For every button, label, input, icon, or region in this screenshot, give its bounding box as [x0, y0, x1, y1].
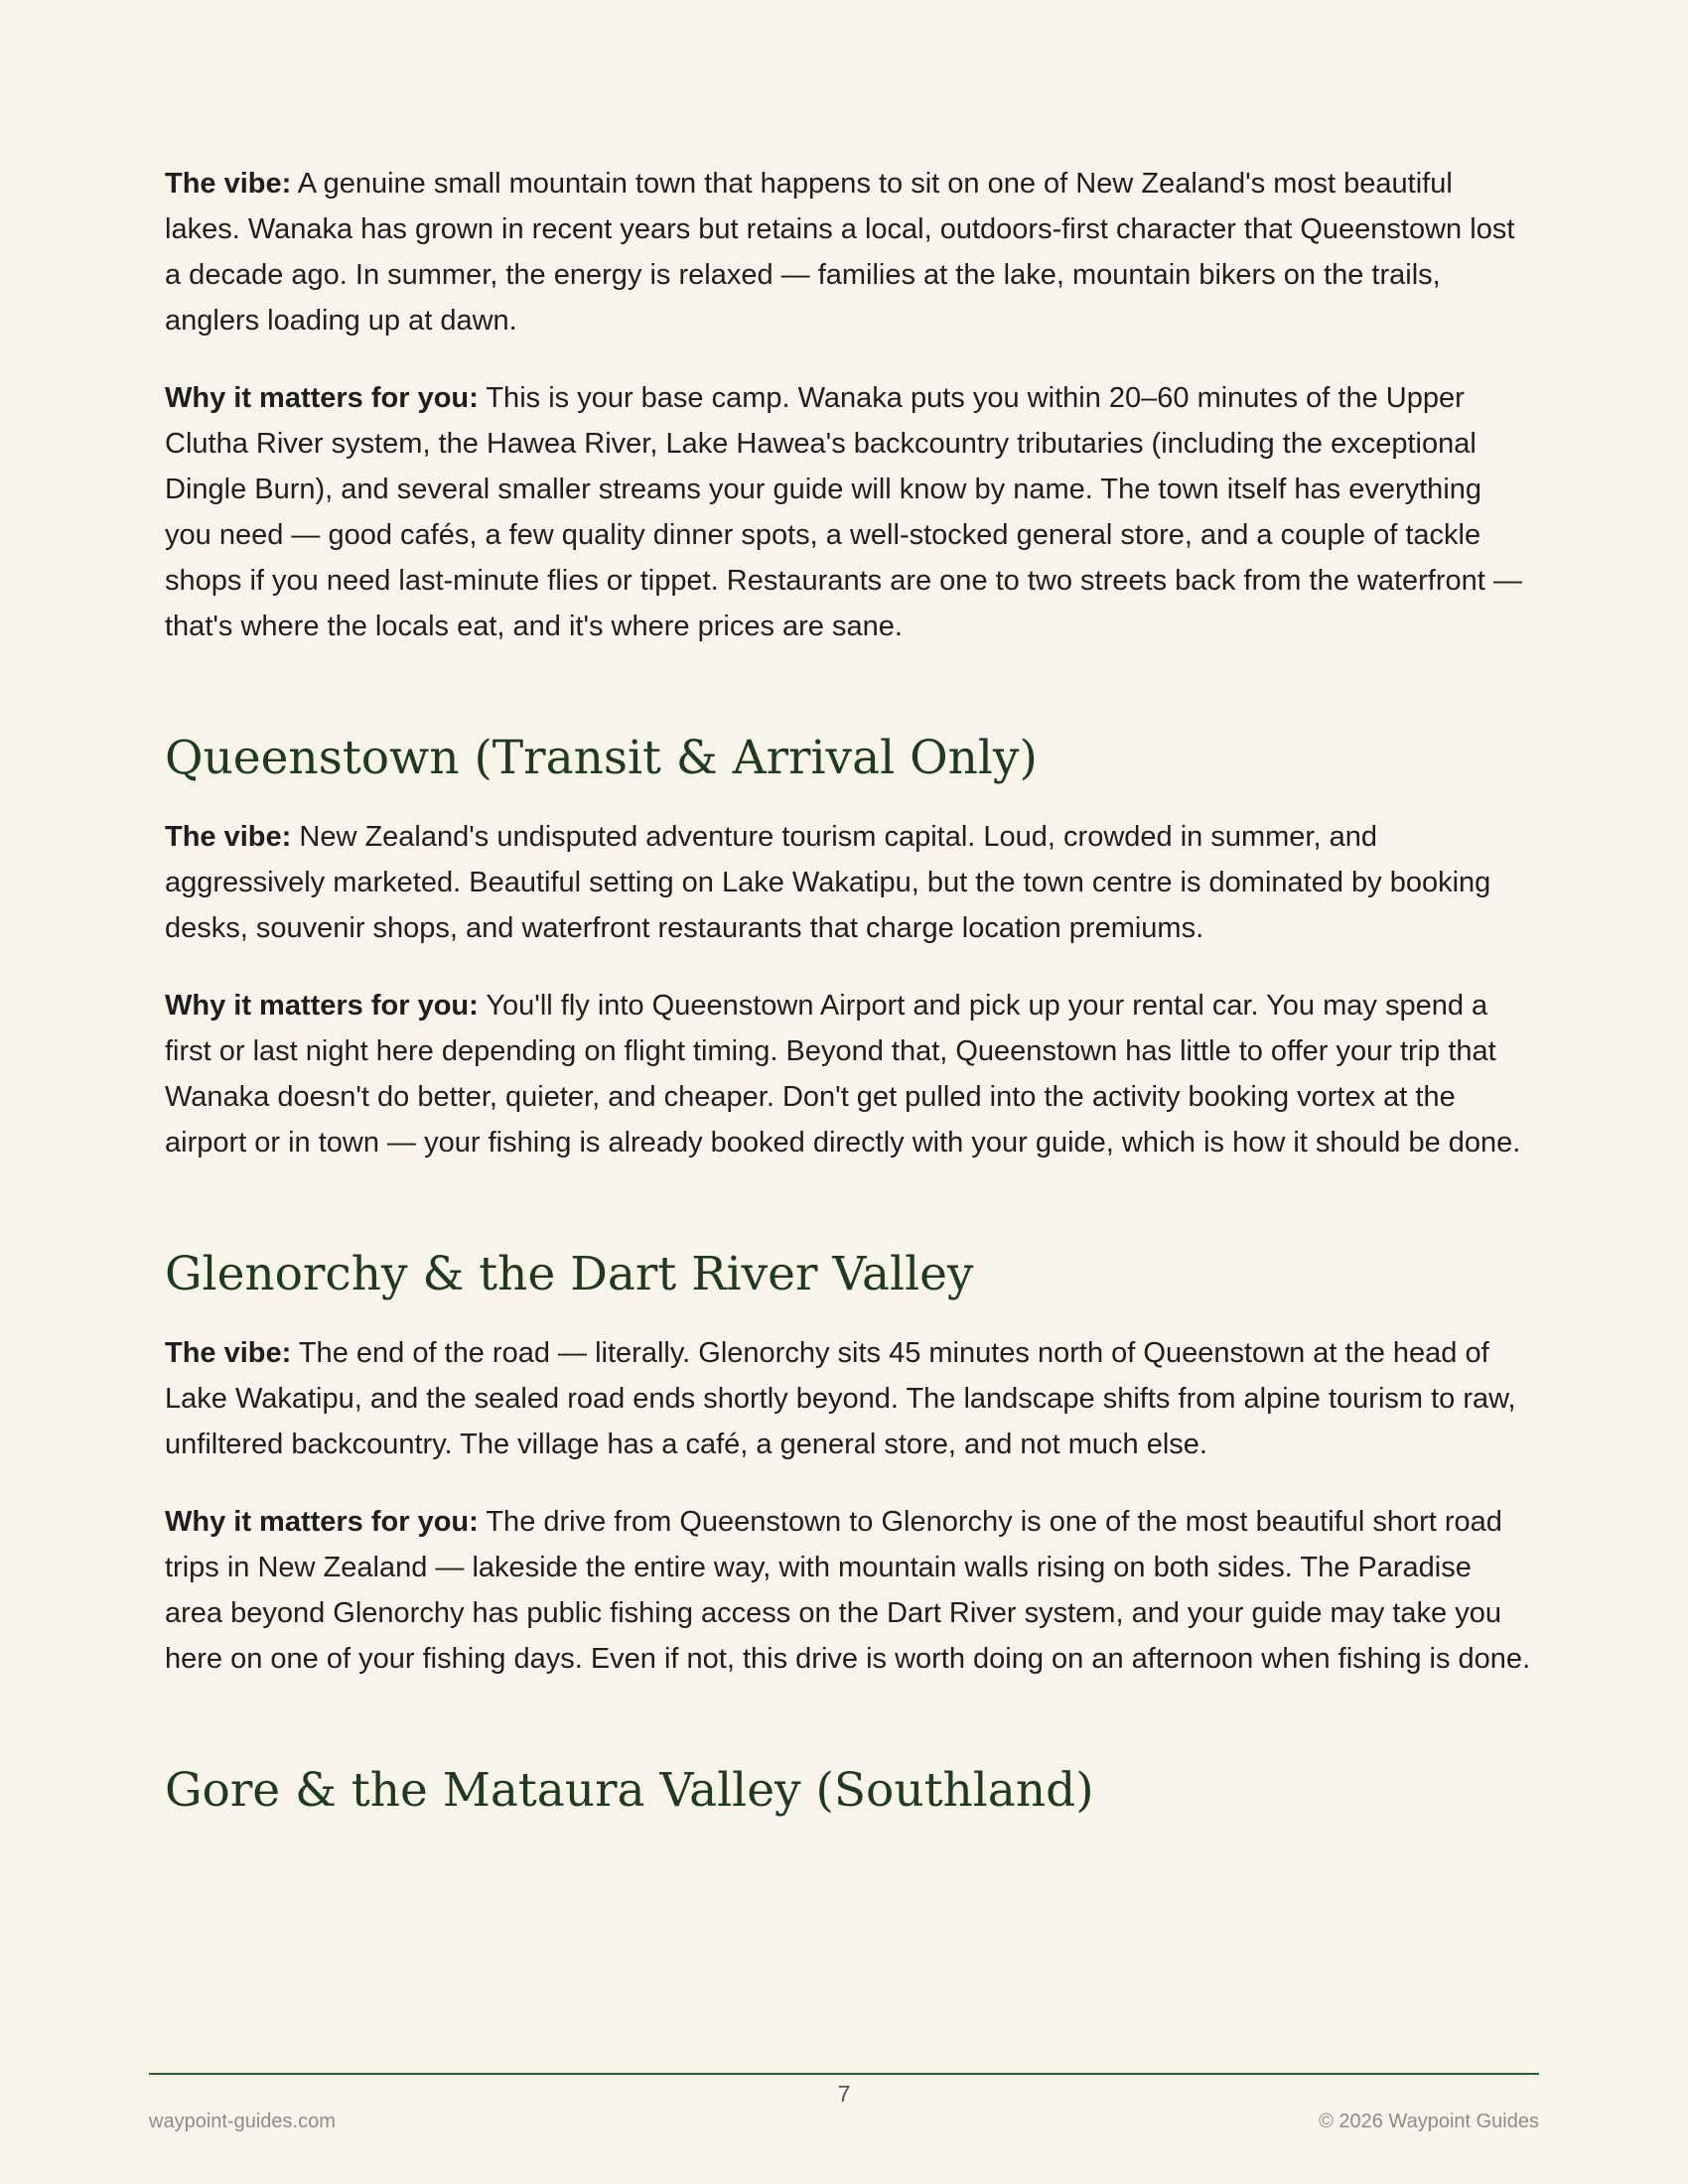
glenorchy-vibe-paragraph — [165, 1330, 1535, 1467]
paragraph-lead: The vibe: — [165, 1337, 292, 1369]
paragraph-lead: Why it matters for you: — [165, 990, 479, 1022]
page-content — [165, 161, 1535, 1846]
gore-heading: Gore & the Mataura Valley (Southland) — [165, 1763, 1094, 1818]
paragraph-text: The drive from Queenstown to Glenorchy is one of the most beautiful short road trips in New Zealand — lakeside the entire way, with mountain walls rising on both sides. The Paradise area beyond Glenorchy has public fishing access on the Dart River system, and your guide may take you here on one of your fishing days. Even if not, this drive is worth doing on an afternoon when fishing is done. — [165, 1506, 1531, 1675]
paragraph-text: This is your base camp. Wanaka puts you within 20–60 minutes of the Upper Clutha River system, the Hawea River, Lake Hawea's backcountry tributaries (including the exceptional Dingle Burn), and several smaller streams your guide will know by name. The town itself has everything you need — good cafés, a few quality dinner spots, a well-stocked general store, and a couple of tackle shops if you need last-minute flies or tippet. Restaurants are one to two streets back from the waterfront — that's where the locals eat, and it's where prices are sane. — [165, 382, 1522, 642]
paragraph-text: You'll fly into Queenstown Airport and pick up your rental car. You may spend a first or last night here depending on flight timing. Beyond that, Queenstown has little to offer your trip that Wanaka doesn't do better, quieter, and cheaper. Don't get pulled into the activity booking vortex at the airport or in town — your fishing is already booked directly with your guide, which is how it should be done. — [165, 990, 1521, 1159]
queenstown-why-paragraph — [165, 983, 1535, 1165]
wanaka-why-paragraph — [165, 375, 1535, 649]
glenorchy-heading: Glenorchy & the Dart River Valley — [165, 1247, 974, 1301]
paragraph-text: A genuine small mountain town that happens to sit on one of New Zealand's most beautiful lakes. Wanaka has grown in recent years but retains a local, outdoors-first character that Queenstown lost a decade ago. In summer, the energy is relaxed — families at the lake, mountain bikers on the trails, anglers loading up at dawn. — [165, 168, 1515, 337]
paragraph-text: New Zealand's undisputed adventure tourism capital. Loud, crowded in summer, and aggressively marketed. Beautiful setting on Lake Wakatipu, but the town centre is dominated by booking desks, souvenir shops, and waterfront restaurants that charge location premiums. — [165, 821, 1491, 944]
queenstown-heading: Queenstown (Transit & Arrival Only) — [165, 731, 1038, 785]
paragraph-text: The end of the road — literally. Glenorchy sits 45 minutes north of Queenstown at the head of Lake Wakatipu, and the sealed road ends shortly beyond. The landscape shifts from alpine tourism to raw, unfiltered backcountry. The village has a café, a general store, and not much else. — [165, 1337, 1516, 1460]
page-number: 7 — [837, 2081, 851, 2107]
footer-site-url: waypoint-guides.com — [149, 2111, 336, 2132]
page-footer — [149, 2073, 1539, 2132]
wanaka-vibe-paragraph — [165, 161, 1535, 343]
glenorchy-why-paragraph — [165, 1499, 1535, 1682]
paragraph-lead: Why it matters for you: — [165, 1506, 479, 1538]
queenstown-vibe-paragraph — [165, 814, 1535, 951]
footer-copyright: © 2026 Waypoint Guides — [1319, 2111, 1539, 2132]
paragraph-lead: The vibe: — [165, 168, 292, 200]
paragraph-lead: The vibe: — [165, 821, 292, 853]
footer-divider — [149, 2073, 1539, 2075]
paragraph-lead: Why it matters for you: — [165, 382, 479, 414]
